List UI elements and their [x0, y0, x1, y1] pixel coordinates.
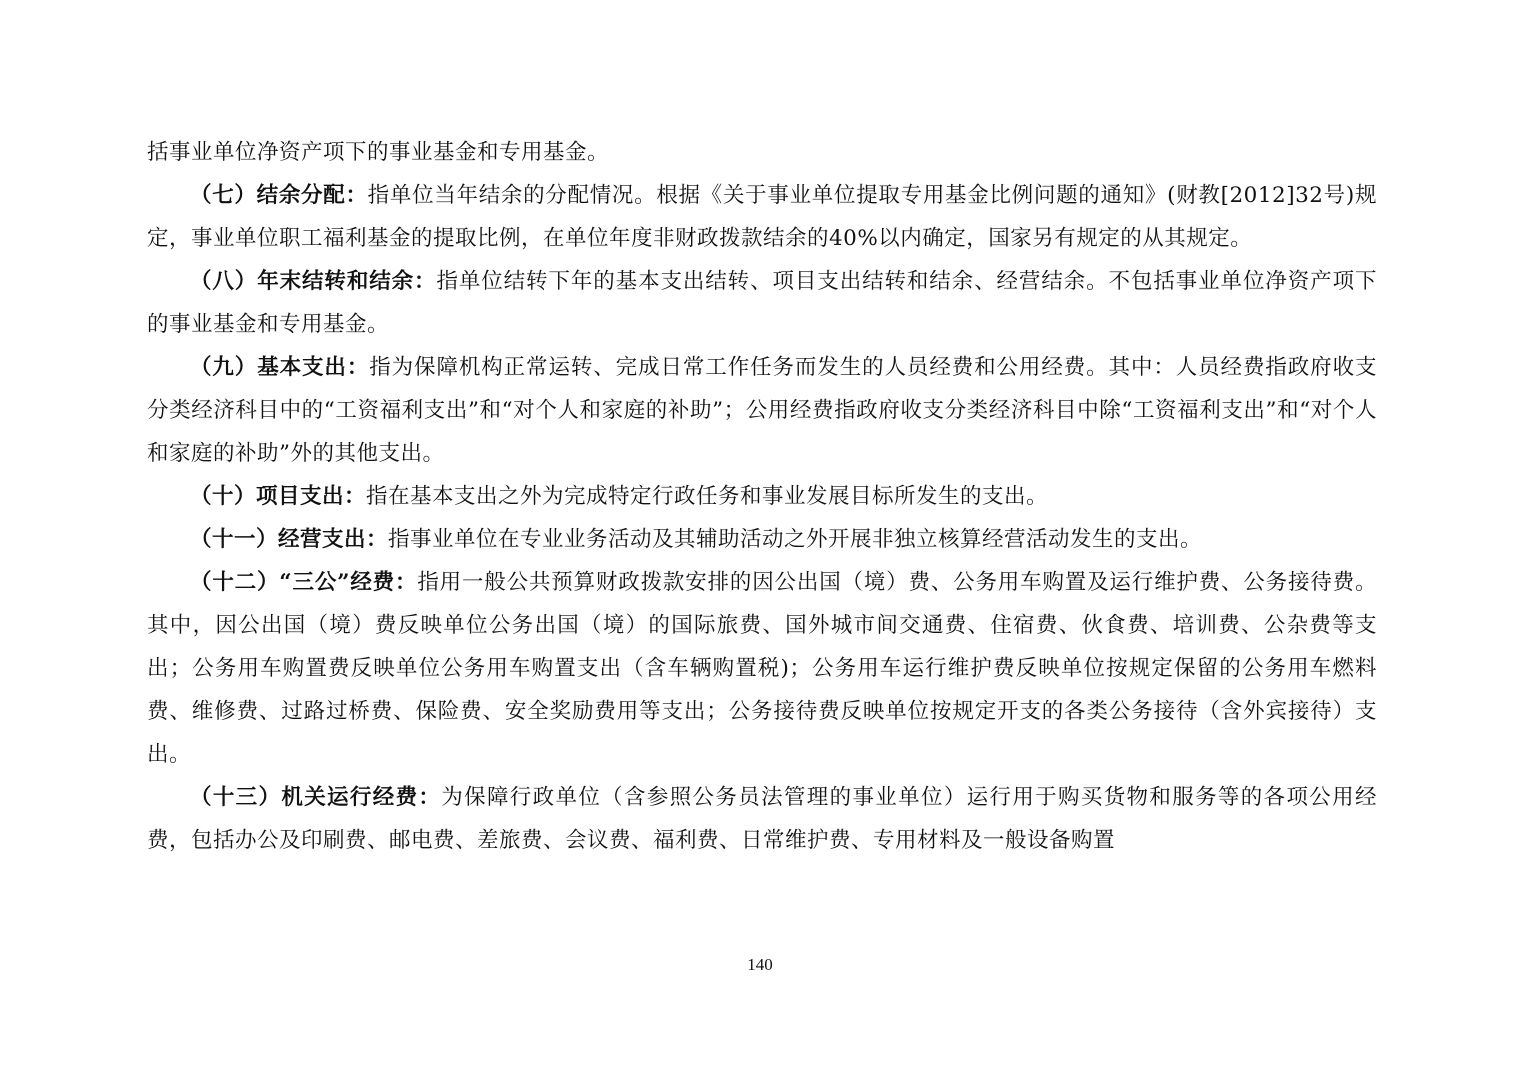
paragraph-body: 指为保障机构正常运转、完成日常工作任务而发生的人员经费和公用经费。其中：人员经费指政府收支分类经济科目中的“工资福利支出”和“对个人和家庭的补助”；公用经费指政府收支分类经济科目中除“工资福利支出”和“对个人和家庭的补助”外的其他支出。: [147, 355, 1377, 466]
paragraph-heading: （八）年末结转和结余：: [190, 269, 437, 294]
paragraph-body: 指事业单位在专业业务活动及其辅助活动之外开展非独立核算经营活动发生的支出。: [388, 527, 1203, 552]
paragraph-continuation: [147, 131, 1377, 174]
paragraph-heading: （十二）“三公”经费：: [190, 570, 418, 595]
document-body: [147, 131, 1377, 862]
paragraph-heading: （七）结余分配：: [190, 183, 368, 208]
paragraph-three-public-expenses: [147, 561, 1377, 776]
paragraph-year-end-carryover: [147, 260, 1377, 346]
paragraph-body: 括事业单位净资产项下的事业基金和专用基金。: [147, 140, 610, 165]
paragraph-body: 指在基本支出之外为完成特定行政任务和事业发展目标所发生的支出。: [366, 484, 1049, 509]
paragraph-body: 指单位结转下年的基本支出结转、项目支出结转和结余、经营结余。不包括事业单位净资产项下的事业基金和专用基金。: [147, 269, 1377, 337]
paragraph-body: 指用一般公共预算财政拨款安排的因公出国（境）费、公务用车购置及运行维护费、公务接待费。其中，因公出国（境）费反映单位公务出国（境）的国际旅费、国外城市间交通费、住宿费、伙食费、培训费、公杂费等支出；公务用车购置费反映单位公务用车购置支出（含车辆购置税)；公务用车运行维护费反映单位按规定保留的公务用车燃料费、维修费、过路过桥费、保险费、安全奖励费用等支出；公务接待费反映单位按规定开支的各类公务接待（含外宾接待）支出。: [147, 570, 1378, 767]
page-number: 140: [747, 955, 773, 974]
paragraph-agency-operating-funds: [147, 776, 1377, 862]
paragraph-surplus-distribution: [147, 174, 1377, 260]
paragraph-heading: （九）基本支出：: [190, 355, 370, 380]
paragraph-project-expenditure: [147, 475, 1377, 518]
paragraph-heading: （十三）机关运行经费：: [190, 785, 442, 810]
paragraph-basic-expenditure: [147, 346, 1377, 475]
paragraph-operating-expenditure: [147, 518, 1377, 561]
paragraph-heading: （十一）经营支出：: [190, 527, 389, 552]
paragraph-heading: （十）项目支出：: [190, 484, 367, 509]
paragraph-body: 指单位当年结余的分配情况。根据《关于事业单位提取专用基金比例问题的通知》(财教[2012]32号)规定，事业单位职工福利基金的提取比例，在单位年度非财政拨款结余的40%以内确定，国家另有规定的从其规定。: [147, 183, 1377, 251]
paragraph-body: 为保障行政单位（含参照公务员法管理的事业单位）运行用于购买货物和服务等的各项公用经费，包括办公及印刷费、邮电费、差旅费、会议费、福利费、日常维护费、专用材料及一般设备购置: [147, 785, 1377, 853]
